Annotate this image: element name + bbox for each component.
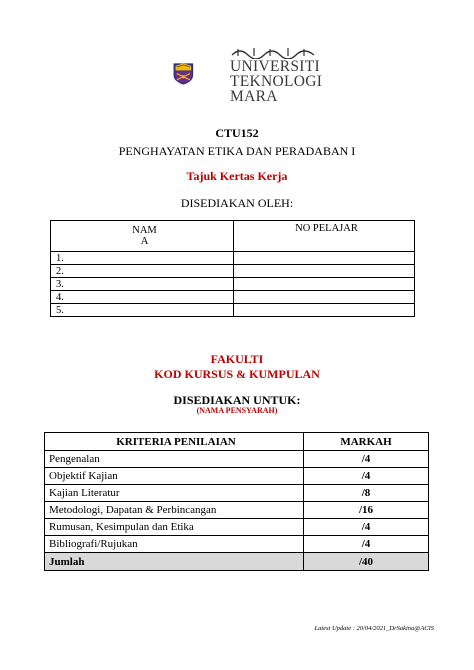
uitm-emblem-icon [172, 45, 230, 103]
prepared-for-heading: DISEDIAKAN UNTUK: [173, 393, 301, 407]
grading-row: Bibliografi/Rujukan /4 [45, 536, 429, 553]
grading-total-row [45, 553, 429, 571]
course-code: CTU152 [215, 126, 259, 140]
grading-row: Metodologi, Dapatan & Perbincangan /16 [45, 502, 429, 519]
course-title: PENGHAYATAN ETIKA DAN PERADABAN I [118, 144, 356, 158]
marks-column-header: MARKAH [304, 433, 429, 451]
grading-table-header [45, 433, 429, 451]
student-row: 2. [51, 265, 415, 278]
course-group-label: KOD KURSUS & KUMPULAN [154, 367, 320, 381]
jawi-script-icon [230, 45, 316, 59]
paper-title: Tajuk Kertas Kerja [186, 169, 288, 183]
grading-row: Kajian Literatur /8 [45, 485, 429, 502]
name-column-header: NAM A [51, 221, 234, 252]
student-row: 1. [51, 252, 415, 265]
student-table-header [51, 221, 415, 252]
grading-row: Objektif Kajian /4 [45, 468, 429, 485]
student-table [50, 220, 415, 317]
grading-table [44, 432, 429, 571]
student-row: 3. [51, 278, 415, 291]
footer-update-note: Latest Update : 20/04/2021_DrSakina@ACIS [314, 625, 434, 632]
faculty-label: FAKULTI [210, 352, 264, 366]
student-row: 4. [51, 291, 415, 304]
student-row: 5. [51, 304, 415, 317]
student-id-column-header: NO PELAJAR [234, 221, 415, 252]
total-marks: /40 [304, 553, 429, 571]
lecturer-name: (NAMA PENSYARAH) [196, 406, 278, 415]
logo-line-teknologi: TEKNOLOGI [230, 73, 323, 90]
grading-row: Pengenalan /4 [45, 451, 429, 468]
logo-line-universiti: UNIVERSITI [230, 58, 320, 75]
criteria-column-header: KRITERIA PENILAIAN [45, 433, 304, 451]
prepared-by-heading: DISEDIAKAN OLEH: [180, 196, 294, 210]
grading-row: Rumusan, Kesimpulan dan Etika /4 [45, 519, 429, 536]
total-label: Jumlah [45, 553, 304, 571]
logo-line-mara: MARA [230, 88, 278, 105]
